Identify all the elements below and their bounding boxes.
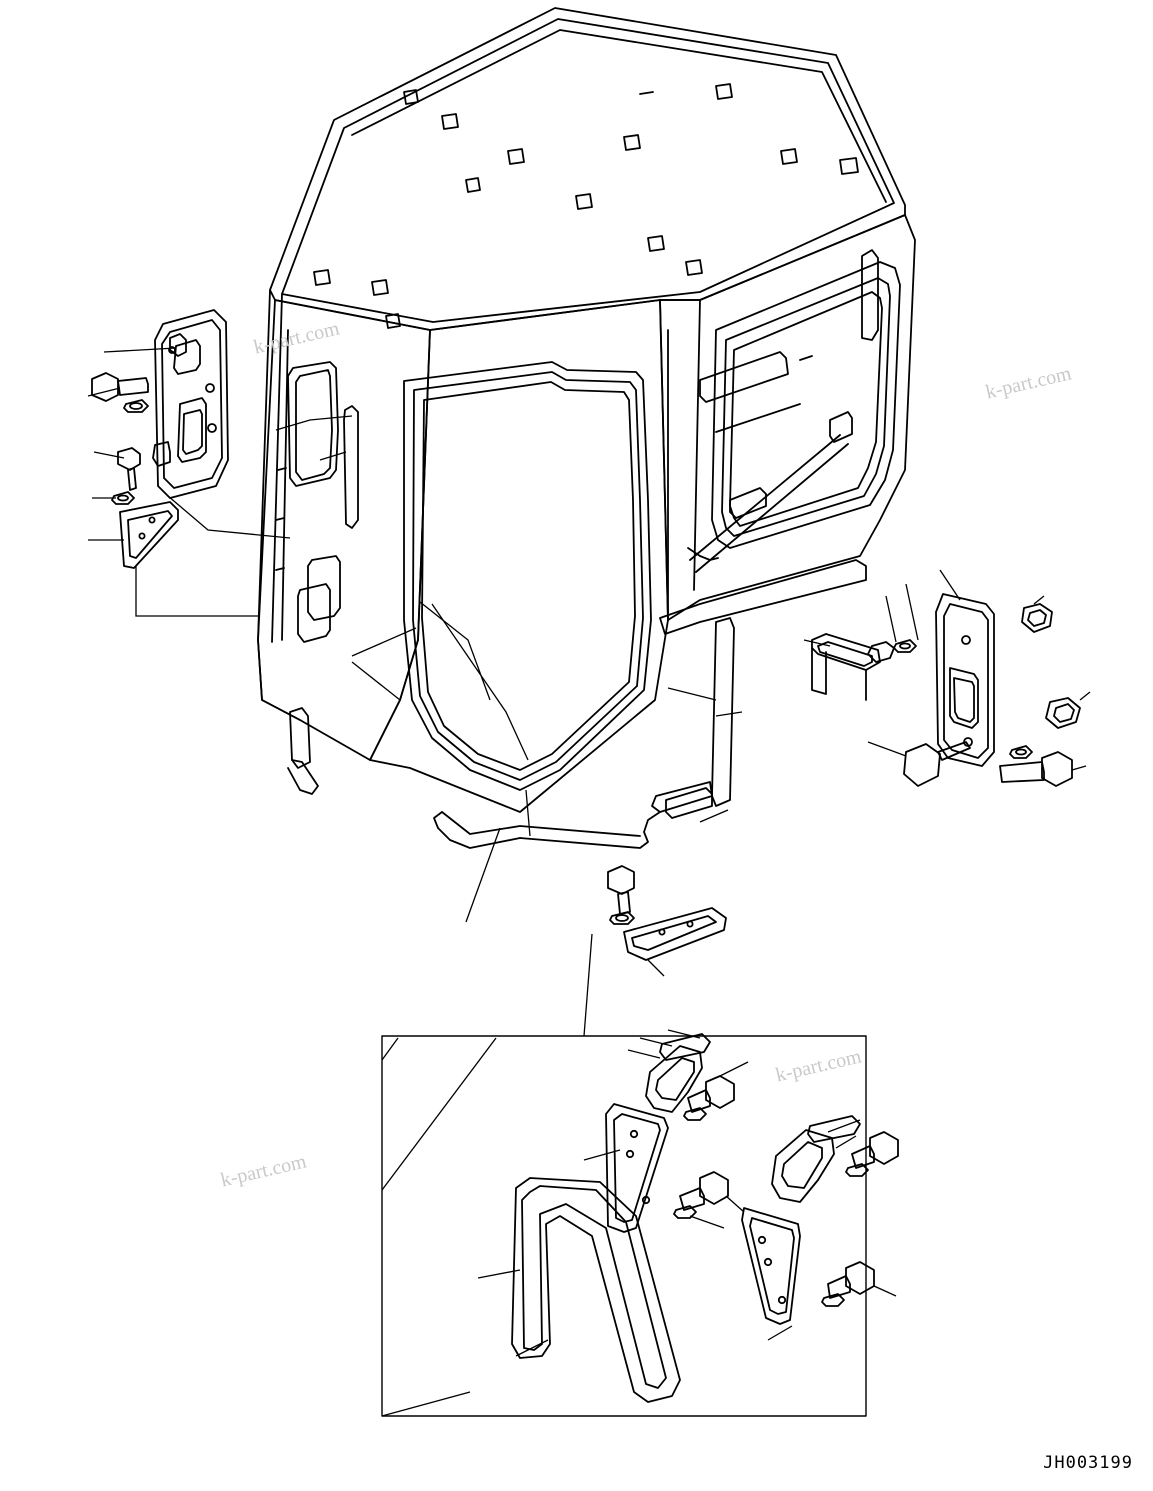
leader-lines	[88, 348, 1090, 1416]
watermark: k-part.com	[983, 362, 1074, 404]
watermark: k-part.com	[251, 317, 342, 359]
watermark: k-part.com	[773, 1045, 864, 1087]
drawing-number: JH003199	[1043, 1453, 1133, 1473]
right-hinge-assembly	[812, 594, 1080, 786]
roof-fasteners	[314, 84, 858, 328]
lower-bracket-inset-parts	[512, 1034, 898, 1402]
seal-strips	[288, 618, 734, 960]
watermark: k-part.com	[218, 1150, 309, 1192]
